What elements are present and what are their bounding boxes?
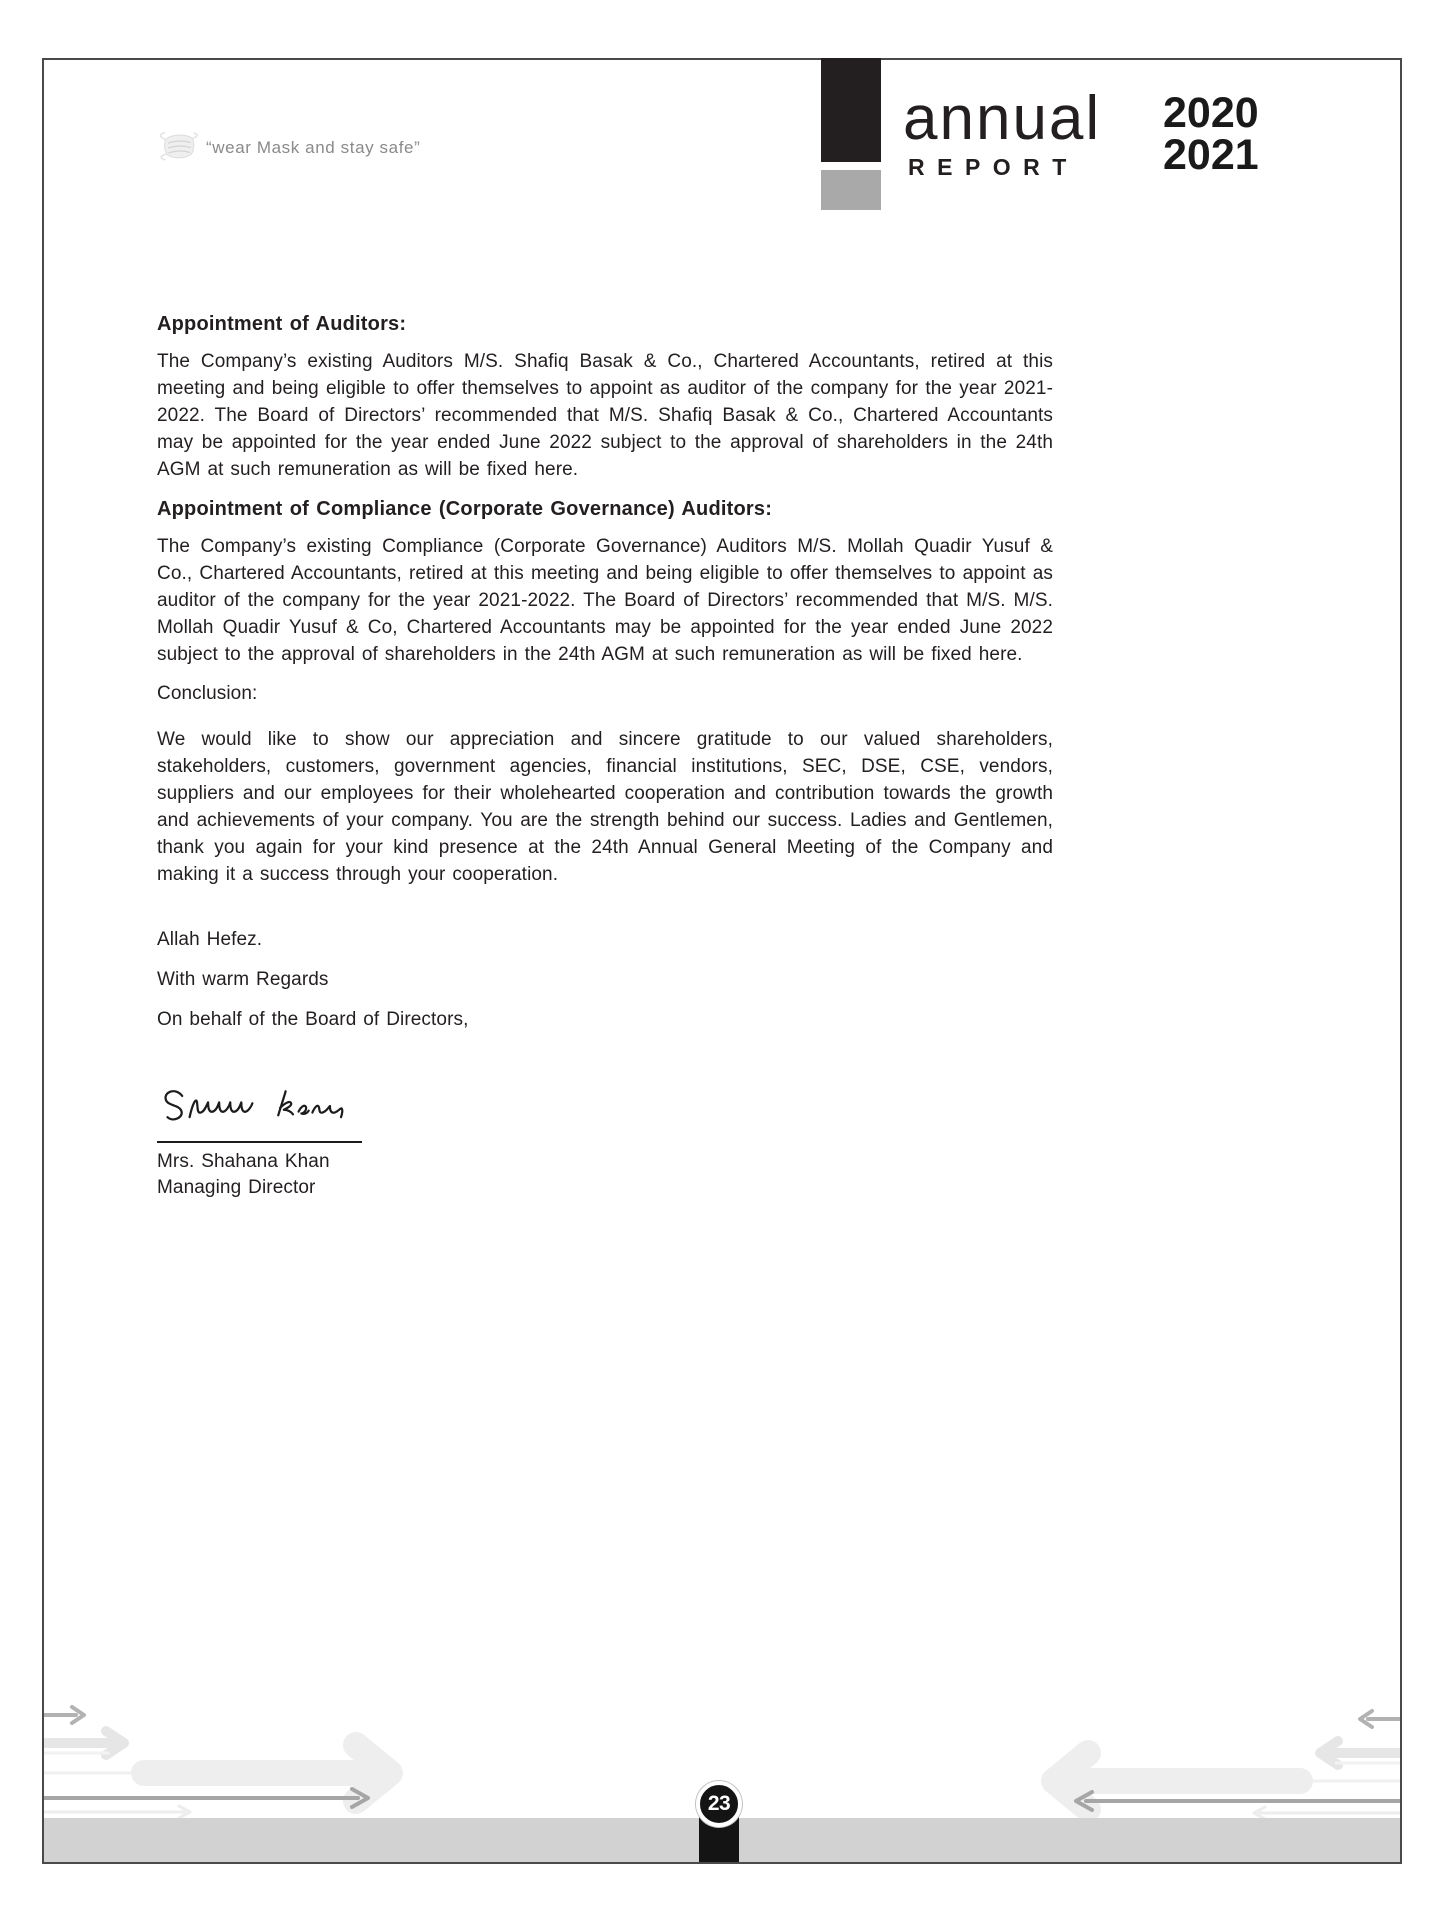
paragraph-appointment-auditors: The Company’s existing Auditors M/S. Shafiq Basak & Co., Chartered Accountants, retired at this meeting and being eligible to offer themselves to appoint as auditor of the company for the year 2021-2022. The Board of Directors’ recommended that M/S. Shafiq Basak & Co., Chartered Accountants may be appointed for the year ended June 2022 subject to the approval of shareholders in the 24th AGM at such remuneration as will be fixed here. bbox=[157, 351, 1053, 480]
logo-annual-text: annual bbox=[903, 84, 1102, 153]
heading-conclusion: Conclusion: bbox=[157, 683, 258, 704]
logo-year-bottom: 2021 bbox=[1163, 131, 1259, 179]
logo-black-block bbox=[821, 58, 881, 162]
heading-compliance-auditors: Appointment of Compliance (Corporate Governance) Auditors: bbox=[157, 498, 773, 520]
letter-body bbox=[157, 312, 1053, 1201]
mask-note-text: “wear Mask and stay safe” bbox=[206, 137, 421, 157]
page-number-badge bbox=[696, 1781, 742, 1827]
paragraph-compliance-auditors: The Company’s existing Compliance (Corporate Governance) Auditors M/S. Mollah Quadir Yusuf & Co., Chartered Accountants, retired at this meeting and being eligible to offer themselves to appoint as auditor of the company for the year 2021-2022. The Board of Directors’ recommended that M/S. M/S. Mollah Quadir Yusuf & Co, Chartered Accountants may be appointed for the year ended June 2022 subject to the approval of shareholders in the 24th AGM at such remuneration as will be fixed here. bbox=[157, 536, 1053, 665]
signatory-name: Mrs. Shahana Khan bbox=[157, 1151, 330, 1172]
left-arrow-icons bbox=[1054, 1711, 1400, 1818]
closing-line-allah-hefez: Allah Hefez. bbox=[157, 929, 263, 950]
logo-report-text: REPORT bbox=[908, 154, 1079, 180]
face-mask-icon bbox=[156, 126, 200, 169]
signatory-title: Managing Director bbox=[157, 1177, 316, 1198]
signature-block bbox=[157, 1083, 1053, 1201]
logo-gray-block bbox=[821, 170, 881, 210]
right-arrow-icons bbox=[44, 1707, 390, 1818]
paragraph-conclusion: We would like to show our appreciation and sincere gratitude to our valued shareholders, stakeholders, customers, government agencies, financial institutions, SEC, DSE, CSE, vendors, suppliers and our employees for their wholehearted cooperation and contribution towards the growth and achievements of your company. You are the strength behind our success. Ladies and Gentlemen, thank you again for your kind presence at the 24th Annual General Meeting of the Company and making it a success through your cooperation. bbox=[157, 729, 1053, 885]
logo-years bbox=[1163, 89, 1259, 179]
signature-script bbox=[157, 1083, 362, 1143]
page-number: 23 bbox=[707, 1792, 731, 1815]
closing-line-on-behalf: On behalf of the Board of Directors, bbox=[157, 1009, 469, 1030]
logo-year-top: 2020 bbox=[1163, 89, 1259, 137]
mask-note bbox=[156, 126, 420, 169]
heading-appointment-auditors: Appointment of Auditors: bbox=[157, 313, 407, 335]
closing-line-warm-regards: With warm Regards bbox=[157, 969, 329, 990]
